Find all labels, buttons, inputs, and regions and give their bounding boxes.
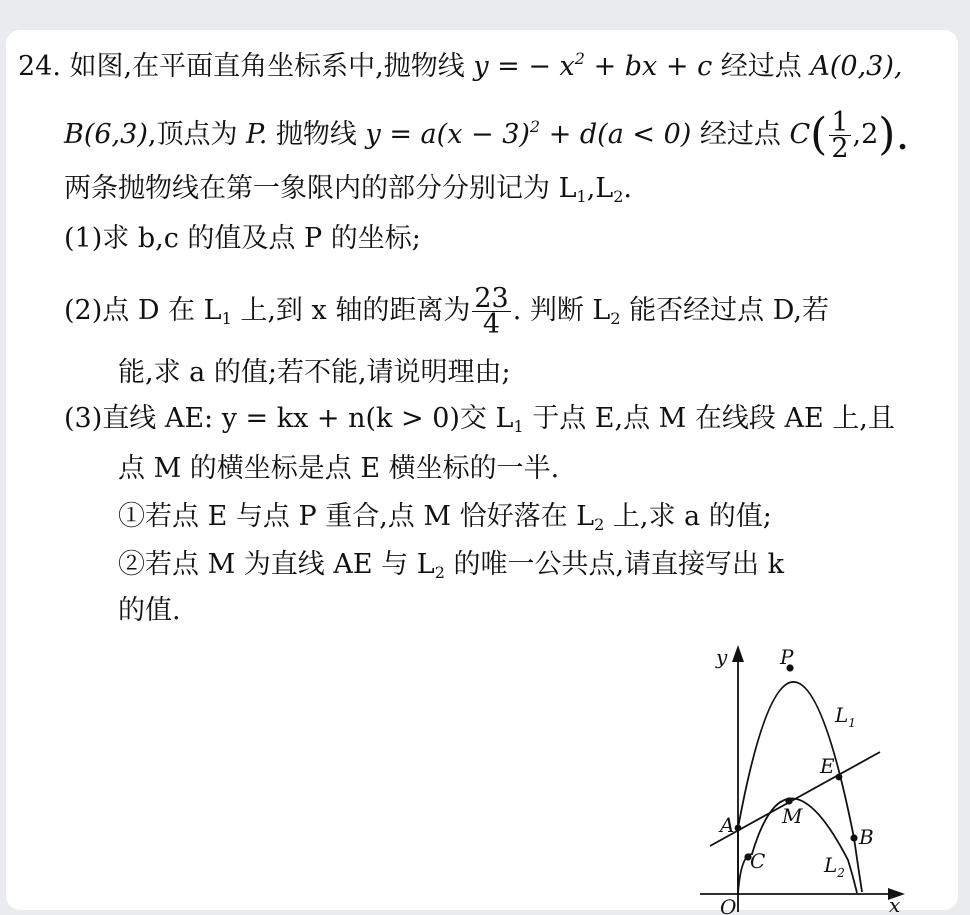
label-a: A <box>720 813 735 837</box>
subscript: 2 <box>594 515 605 534</box>
label-l2-letter: L <box>824 853 838 877</box>
point-a-text: A(0,3), <box>810 51 903 82</box>
text: 能否经过点 D,若 <box>620 295 829 326</box>
point-b <box>850 834 857 841</box>
text: 上,求 a 的值; <box>604 501 772 532</box>
y-axis-arrow <box>732 645 744 662</box>
text: ①若点 E 与点 P 重合,点 M 恰好落在 L <box>118 501 595 532</box>
text: . 判断 L <box>512 295 611 326</box>
paren: ( <box>810 109 828 160</box>
point-p-text: P. <box>246 119 268 150</box>
denominator: 2 <box>831 133 849 164</box>
text: . <box>623 173 632 204</box>
label-y: y <box>716 645 728 669</box>
problem-number: 24. <box>18 51 61 82</box>
label-b: B <box>859 825 874 849</box>
subscript: 2 <box>434 563 445 582</box>
eq-part: + bx + c <box>584 51 713 82</box>
text: 上,到 x 轴的距离为 <box>231 295 471 326</box>
text: 抛物线 <box>275 119 357 150</box>
label-m: M <box>782 804 803 828</box>
text: ,2 <box>852 119 879 150</box>
exponent: 2 <box>529 117 541 136</box>
text: 两条抛物线在第一象限内的部分分别记为 L <box>64 173 577 204</box>
point-c-text: C <box>789 119 811 150</box>
text: 于点 E,点 M 在线段 AE 上,且 <box>523 403 895 434</box>
question-3-sub-2-cont: 的值. <box>118 595 181 626</box>
label-e: E <box>820 754 835 778</box>
numerator: 1 <box>831 107 849 138</box>
eq-part: y = − x <box>473 51 575 82</box>
text: 如图,在平面直角坐标系中,抛物线 <box>69 51 465 82</box>
line-ae <box>710 752 880 846</box>
subscript: 2 <box>610 309 621 328</box>
label-l2-sub: 2 <box>837 866 845 880</box>
label-l1-letter: L <box>835 703 849 727</box>
text: 经过点 <box>699 119 781 150</box>
label-o: O <box>720 895 737 915</box>
point-a <box>735 825 742 832</box>
text: ,L <box>586 173 614 204</box>
numerator: 23 <box>474 283 509 314</box>
subscript: 2 <box>613 187 624 206</box>
label-x: x <box>889 893 901 915</box>
denominator: 4 <box>482 309 501 340</box>
eq-part: + d(a < 0) <box>540 119 692 150</box>
text: ②若点 M 为直线 AE 与 L <box>118 549 435 580</box>
subscript: 1 <box>576 187 587 206</box>
text: 经过点 <box>720 51 802 82</box>
question-1: (1)求 b,c 的值及点 P 的坐标; <box>64 223 421 254</box>
question-3-cont: 点 M 的横坐标是点 E 横坐标的一半. <box>118 453 560 484</box>
label-l2 <box>823 853 845 880</box>
label-l1-sub: 1 <box>848 716 856 730</box>
eq-part: y = a(x − 3) <box>365 119 530 150</box>
point-e <box>836 774 843 781</box>
subscript: 1 <box>221 309 232 328</box>
text: ,顶点为 <box>147 119 238 150</box>
label-c: C <box>750 849 766 873</box>
point-b-text: B(6,3) <box>64 119 148 150</box>
text: 的唯一公共点,请直接写出 k <box>444 549 784 580</box>
label-p: P <box>780 645 794 669</box>
text: (3)直线 AE: y = kx + n(k > 0)交 L <box>64 403 514 434</box>
label-l1 <box>834 703 856 730</box>
exponent: 2 <box>574 49 585 68</box>
paren: ). <box>878 109 910 160</box>
question-2-cont: 能,求 a 的值;若不能,请说明理由; <box>118 357 511 388</box>
subscript: 1 <box>513 417 524 436</box>
text: (2)点 D 在 L <box>64 295 222 326</box>
